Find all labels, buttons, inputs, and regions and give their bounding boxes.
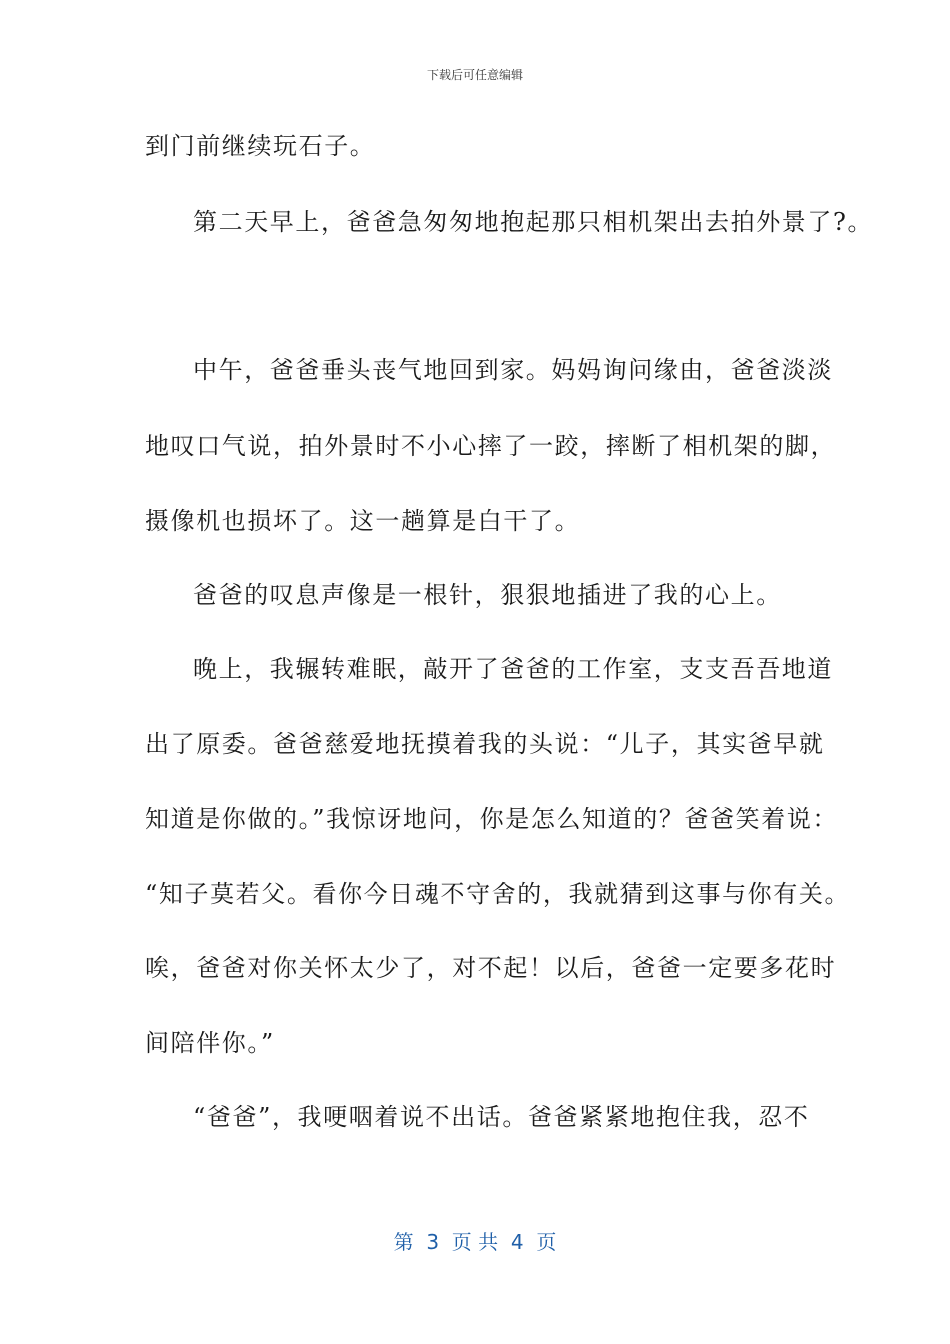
text-line: 到门前继续玩石子。	[145, 132, 376, 160]
text-line: 唉，爸爸对你关怀太少了，对不起！以后，爸爸一定要多花时	[145, 954, 837, 982]
text-line: 中午，爸爸垂头丧气地回到家。妈妈询问缘由，爸爸淡淡	[193, 356, 833, 384]
text-line: “知子莫若父。看你今日魂不守舍的，我就猜到这事与你有关。	[145, 880, 851, 908]
text-line: 知道是你做的。”我惊讶地问，你是怎么知道的？爸爸笑着说：	[145, 805, 839, 833]
text-line: 晚上，我辗转难眠，敲开了爸爸的工作室，支支吾吾地道	[193, 655, 833, 683]
text-line: 爸爸的叹息声像是一根针，狠狠地插进了我的心上。	[193, 581, 782, 609]
page-number-footer: 第 3 页 共 4 页	[393, 1230, 557, 1254]
text-line: 间陪伴你。”	[145, 1029, 275, 1057]
text-line: “爸爸”，我哽咽着说不出话。爸爸紧紧地抱住我，忍不	[193, 1103, 810, 1131]
header-note: 下载后可任意编辑	[426, 68, 523, 82]
text-line: 第二天早上，爸爸急匆匆地抱起那只相机架出去拍外景了?。	[193, 208, 874, 236]
text-line: 地叹口气说，拍外景时不小心摔了一跤，摔断了相机架的脚，	[145, 432, 837, 460]
text-line: 出了原委。爸爸慈爱地抚摸着我的头说：“儿子，其实爸早就	[145, 730, 825, 758]
text-line: 摄像机也损坏了。这一趟算是白干了。	[145, 507, 581, 535]
